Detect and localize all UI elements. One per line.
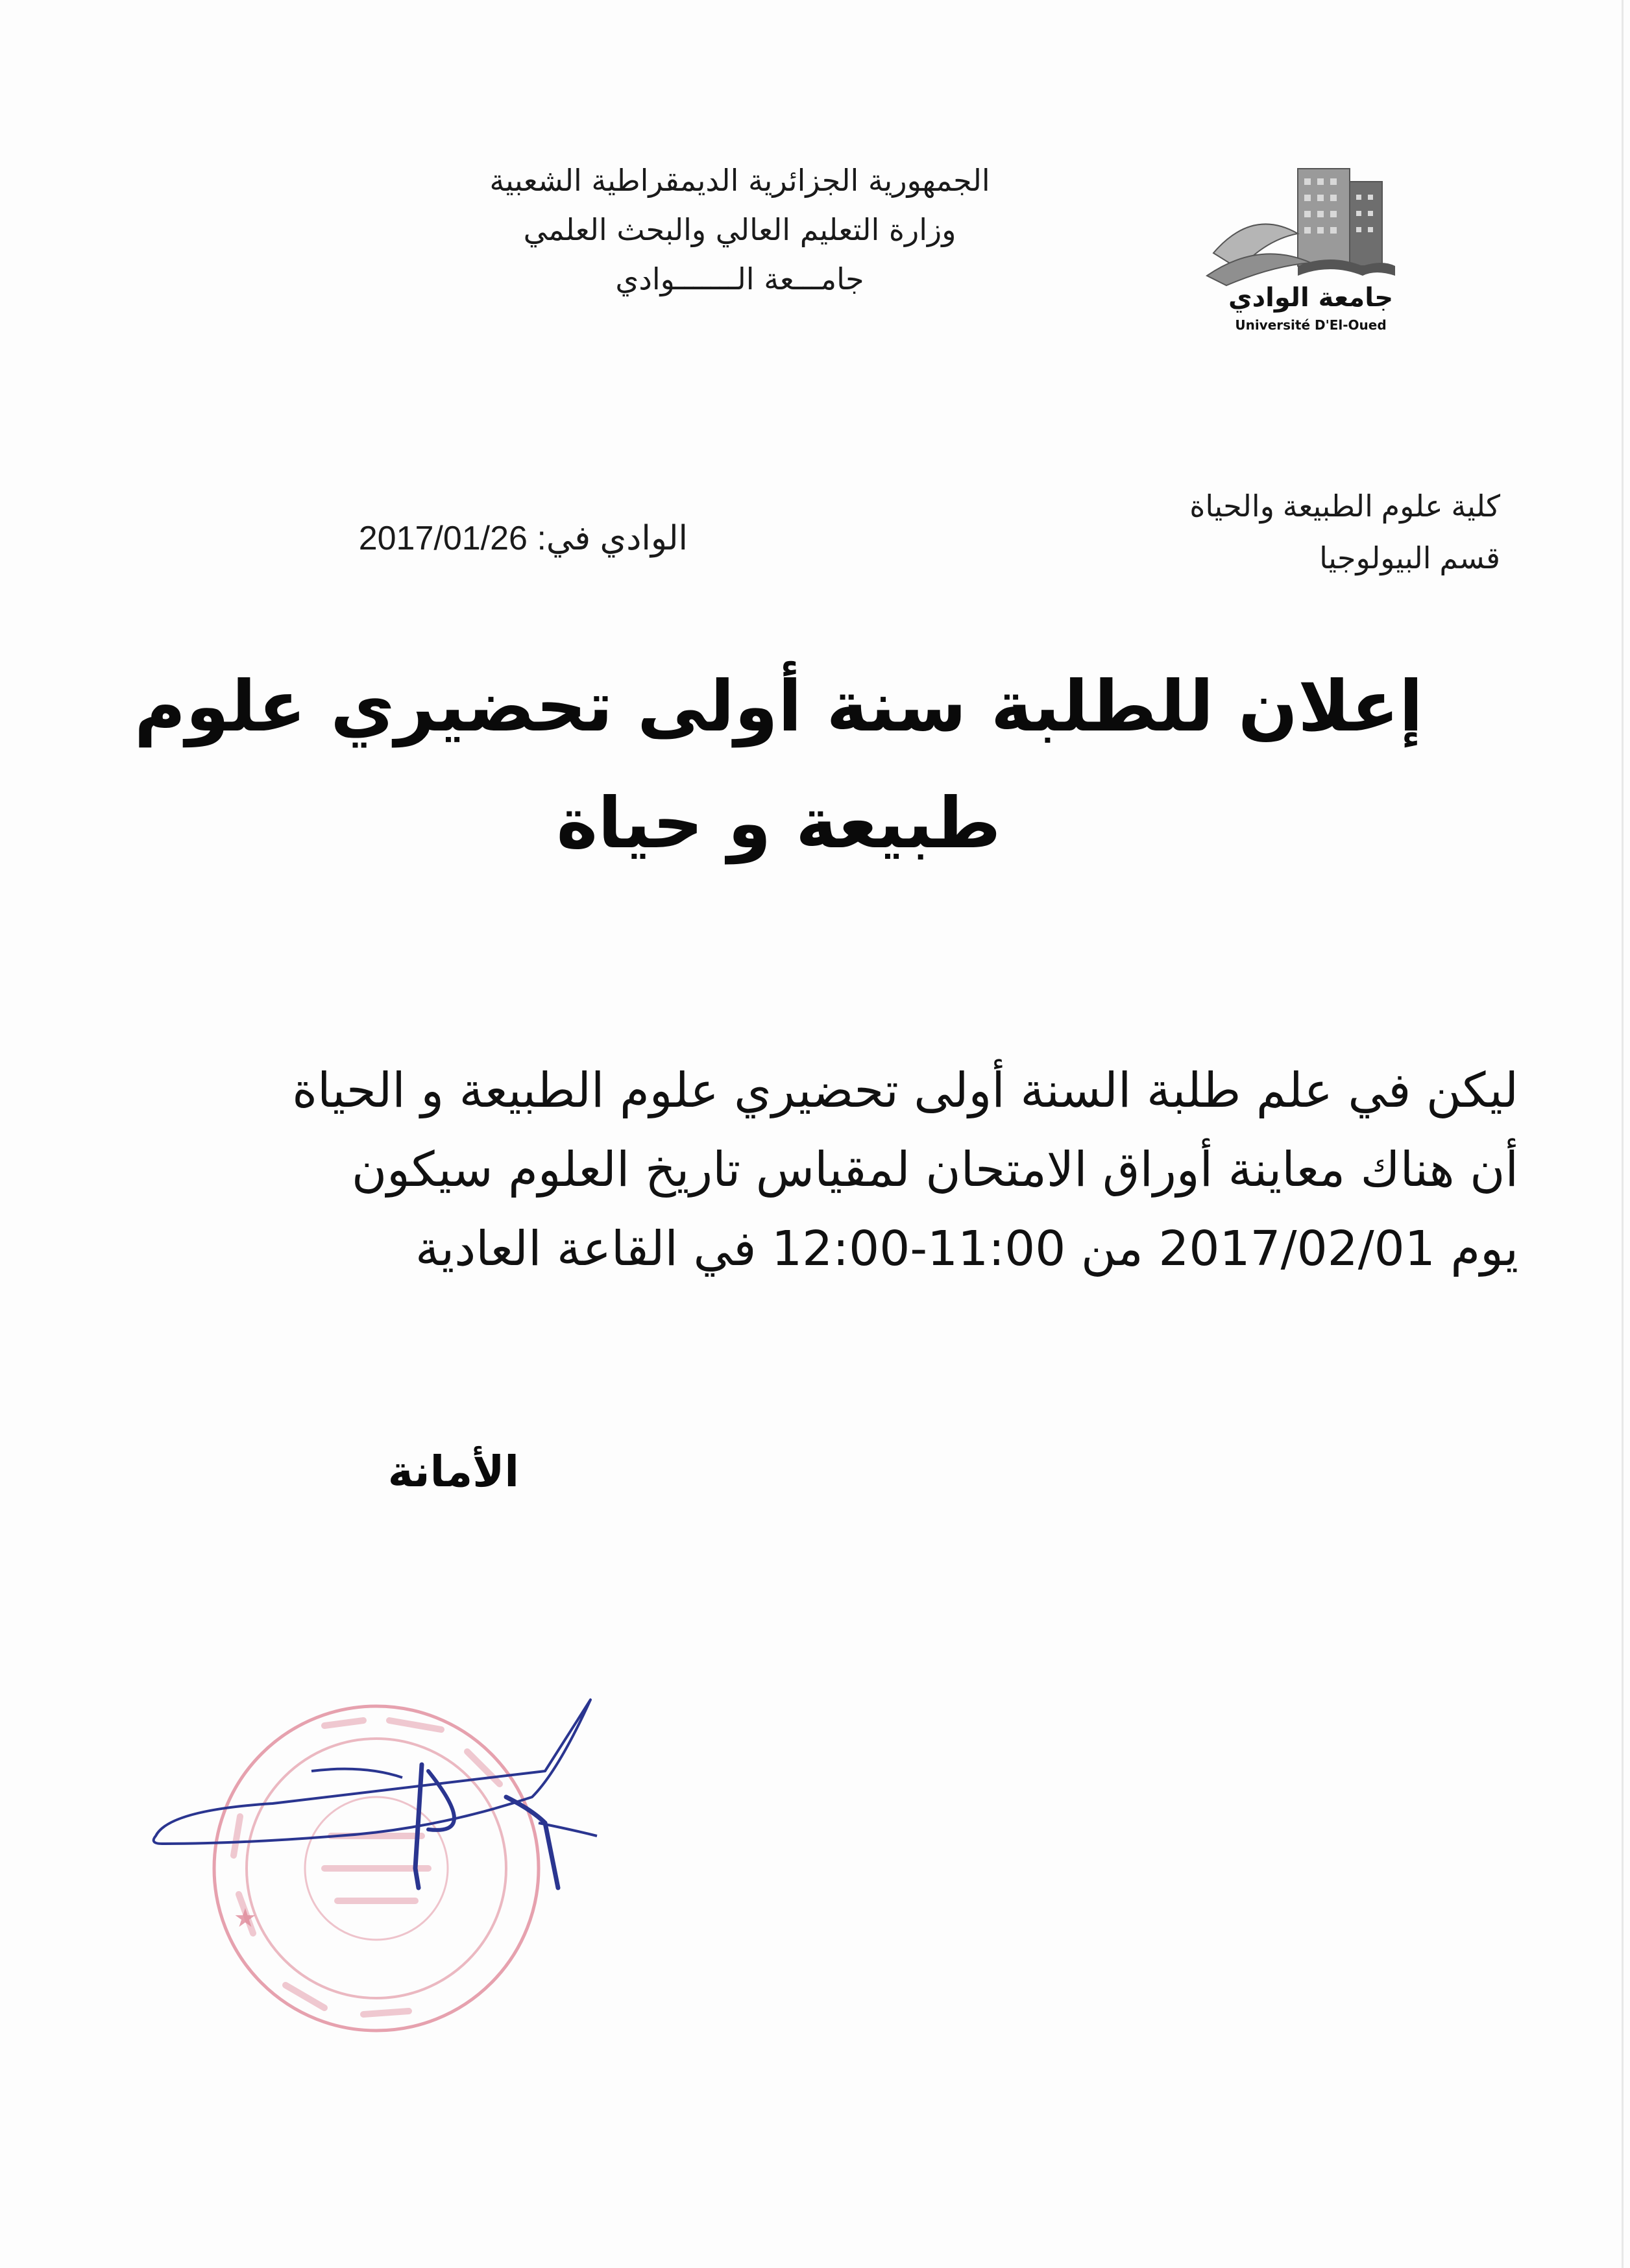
header-university: جامـــعة الـــــــوادي (615, 261, 864, 296)
date-line (273, 513, 688, 564)
body-line-1: ليكن في علم طلبة السنة أولى تحضيري علوم الطبيعة و الحياة (292, 1063, 1518, 1118)
svg-text:★: ★ (234, 1903, 257, 1933)
signature (143, 1674, 662, 1946)
header-ministry: وزارة التعليم العالي والبحث العلمي (523, 212, 956, 247)
logo-french-name: Université D'El-Oued (1235, 317, 1387, 333)
faculty-block (1189, 480, 1500, 584)
logo-arabic-name: جامعة الوادي (1228, 283, 1394, 313)
header-block (363, 156, 1116, 304)
announcement-title (130, 649, 1428, 882)
signatory-role: الأمانة (387, 1447, 519, 1497)
body-line-2: أن هناك معاينة أوراق الامتحان لمقياس تاريخ العلوم سيكون (351, 1142, 1518, 1198)
date-value: 2017/01/26 (358, 520, 528, 557)
department-name: قسم البيولوجيا (1319, 541, 1500, 575)
date-label: الوادي في: (537, 520, 688, 557)
title-line-1: إعلان للطلبة سنة أولى تحضيري علوم (134, 666, 1424, 747)
title-line-2: طبيعة و حياة (556, 783, 1001, 864)
faculty-name: كلية علوم الطبيعة والحياة (1189, 489, 1500, 523)
scan-edge (1622, 0, 1624, 2268)
university-logo (1200, 156, 1408, 337)
body-line-3: يوم 2017/02/01 من 11:00-12:00 في القاعة العادية (415, 1221, 1518, 1277)
announcement-body (130, 1051, 1518, 1288)
header-republic: الجمهورية الجزائرية الديمقراطية الشعبية (489, 163, 990, 198)
